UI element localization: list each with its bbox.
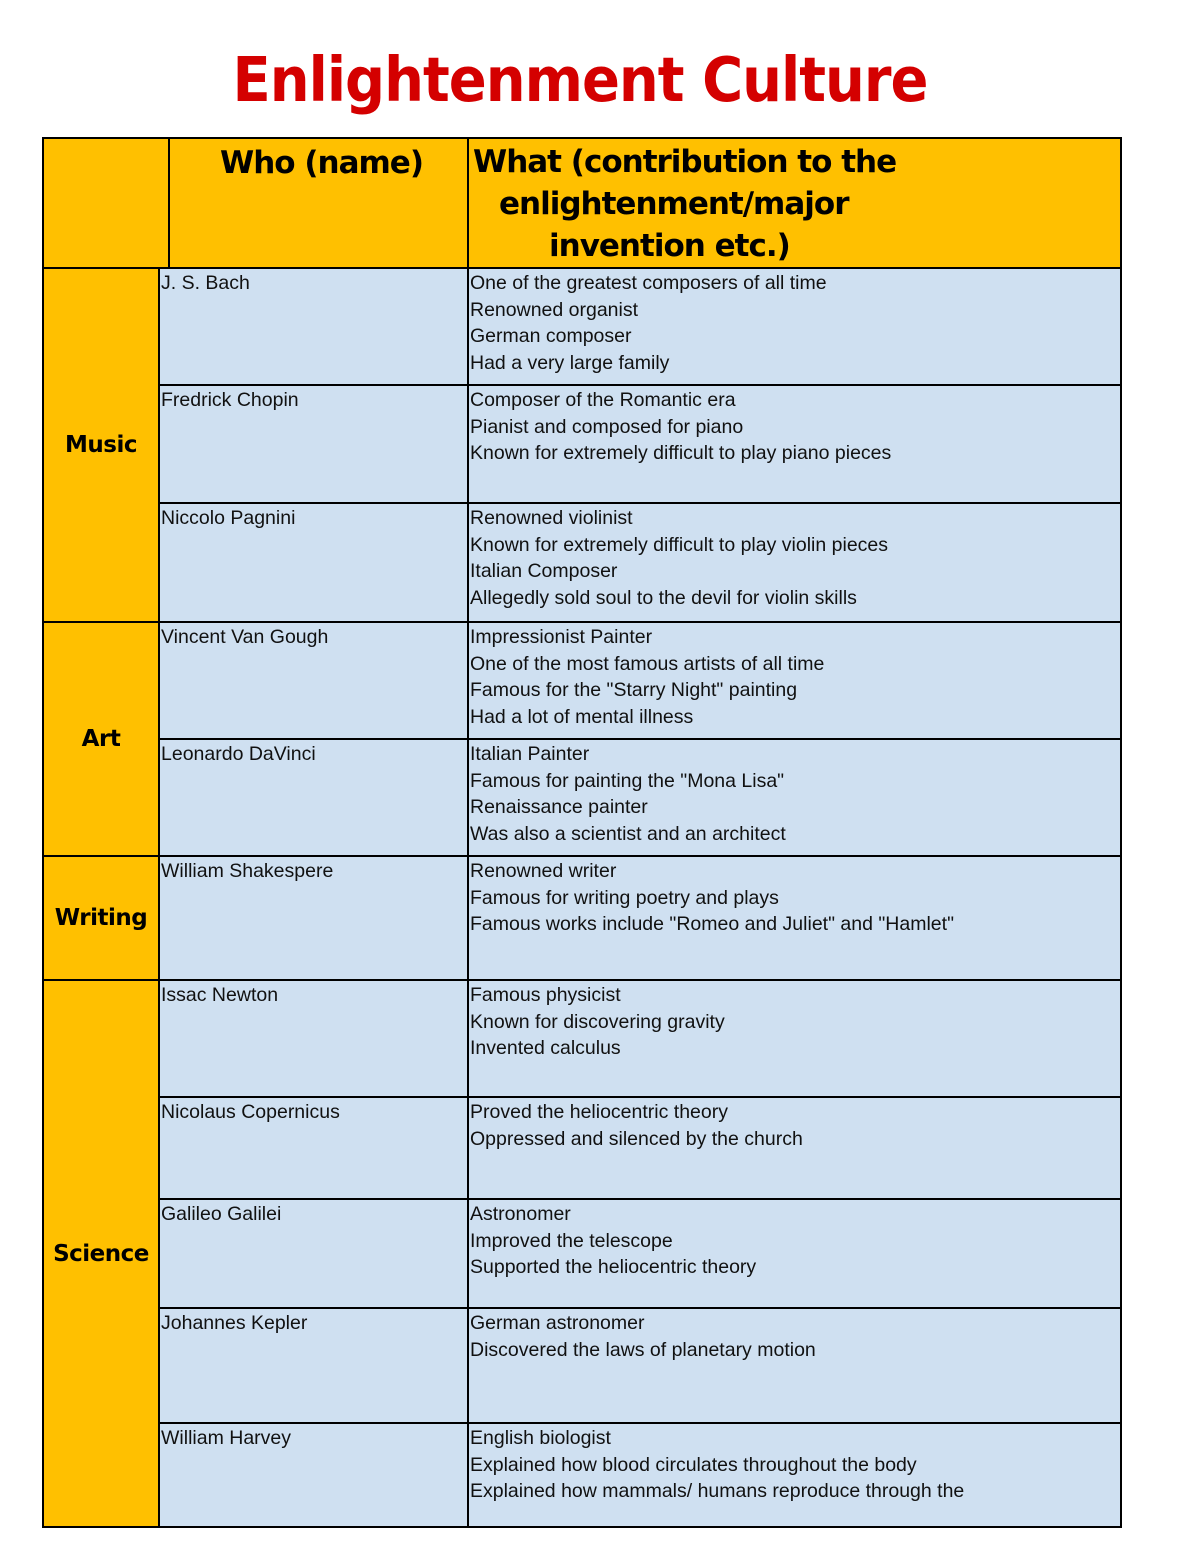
description-line: Proved the heliocentric theory <box>470 1101 728 1123</box>
description-line: Had a very large family <box>470 351 670 374</box>
description-line: German astronomer <box>470 1312 645 1334</box>
category-art: Art <box>42 621 160 857</box>
header-what-line: What (contribution to the <box>473 144 897 180</box>
row-name-cell: Leonardo DaVinci <box>158 738 469 857</box>
description-line: Was also a scientist and an architect <box>470 822 786 845</box>
description-line: Famous works include "Romeo and Juliet" and "Hamlet" <box>470 913 954 935</box>
row-name-cell: Niccolo Pagnini <box>158 502 469 623</box>
description-line: Supported the heliocentric theory <box>470 1256 757 1278</box>
row-name-cell: Nicolaus Copernicus <box>158 1096 469 1200</box>
description-line: Renowned writer <box>470 860 617 882</box>
row-description-cell <box>467 1422 1122 1528</box>
description-line: Known for discovering gravity <box>470 1010 725 1033</box>
description-line: German composer <box>470 325 632 347</box>
description-line: Famous physicist <box>470 984 621 1006</box>
row-description-cell <box>467 502 1122 623</box>
category-music: Music <box>42 267 160 623</box>
row-name-cell: Issac Newton <box>158 979 469 1098</box>
description-line: One of the greatest composers of all time <box>470 272 827 294</box>
description-line: Improved the telescope <box>470 1229 673 1252</box>
description-line: Renowned violinist <box>470 507 633 529</box>
description-line: Renaissance painter <box>470 796 648 818</box>
row-name-cell: Johannes Kepler <box>158 1307 469 1424</box>
row-name-cell: Galileo Galilei <box>158 1198 469 1309</box>
header-corner-cell <box>42 137 170 269</box>
row-description-cell <box>467 855 1122 981</box>
description-line: Known for extremely difficult to play piano pieces <box>470 442 892 464</box>
description-line: Famous for the "Starry Night" painting <box>470 679 798 701</box>
description-line: Explained how mammals/ humans reproduce through the <box>470 1480 965 1502</box>
description-line: Italian Painter <box>470 743 590 765</box>
row-description-cell <box>467 1307 1122 1424</box>
description-line: Invented calculus <box>470 1037 621 1059</box>
description-line: Composer of the Romantic era <box>470 389 736 411</box>
description-line: One of the most famous artists of all time <box>470 652 825 675</box>
row-name-cell: Fredrick Chopin <box>158 384 469 504</box>
description-line: Allegedly sold soul to the devil for violin skills <box>470 586 857 609</box>
header-who-label: Who (name) <box>220 145 424 181</box>
row-description-cell <box>467 738 1122 857</box>
header-who-cell <box>168 137 469 269</box>
row-description-cell <box>467 267 1122 386</box>
description-line: English biologist <box>470 1427 611 1449</box>
row-description-cell <box>467 384 1122 504</box>
description-line: Famous for painting the "Mona Lisa" <box>470 769 785 792</box>
header-what-line: enlightenment/major <box>499 186 849 222</box>
category-writing: Writing <box>42 855 160 981</box>
row-description-cell <box>467 621 1122 740</box>
description-line: Astronomer <box>470 1203 571 1225</box>
description-line: Impressionist Painter <box>470 626 653 648</box>
description-line: Known for extremely difficult to play violin pieces <box>470 533 889 556</box>
description-line: Had a lot of mental illness <box>470 705 694 728</box>
description-line: Italian Composer <box>470 560 618 582</box>
description-line: Discovered the laws of planetary motion <box>470 1338 816 1361</box>
header-what-cell <box>467 137 1122 269</box>
row-description-cell <box>467 979 1122 1098</box>
row-description-cell <box>467 1198 1122 1309</box>
page-title: Enlightenment Culture <box>232 44 928 117</box>
row-description-cell <box>467 1096 1122 1200</box>
row-name-cell: J. S. Bach <box>158 267 469 386</box>
row-name-cell: William Harvey <box>158 1422 469 1528</box>
description-line: Renowned organist <box>470 298 639 321</box>
description-line: Pianist and composed for piano <box>470 415 744 438</box>
row-name-cell: William Shakespere <box>158 855 469 981</box>
header-what-line: invention etc.) <box>549 228 790 264</box>
row-name-cell: Vincent Van Gough <box>158 621 469 740</box>
category-science: Science <box>42 979 160 1528</box>
description-line: Famous for writing poetry and plays <box>470 886 779 909</box>
description-line: Oppressed and silenced by the church <box>470 1127 803 1150</box>
description-line: Explained how blood circulates throughout the body <box>470 1453 917 1476</box>
